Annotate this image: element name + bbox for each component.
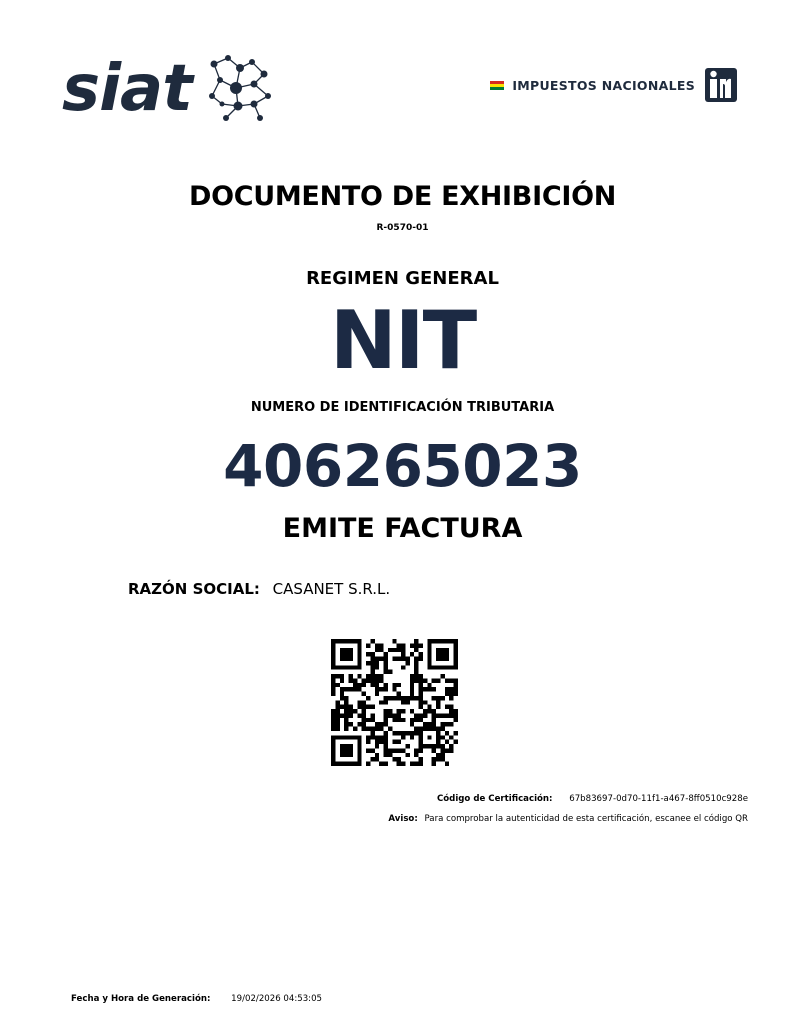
regimen-label: REGIMEN GENERAL	[306, 268, 499, 289]
generation-date-value: 19/02/2026 04:53:05	[231, 994, 323, 1004]
document-code: R-0570-01	[376, 223, 429, 233]
aviso-row	[388, 814, 748, 824]
certification-code-label: Código de Certificación:	[436, 794, 553, 804]
generation-date-row	[71, 994, 322, 1004]
qr-code-icon[interactable]	[331, 639, 458, 766]
nit-full-label: NUMERO DE IDENTIFICACIÓN TRIBUTARIA	[250, 400, 555, 415]
institution-block	[490, 68, 737, 102]
nit-heading: NIT	[329, 294, 476, 387]
institution-name: IMPUESTOS NACIONALES	[512, 77, 695, 93]
status-label: EMITE FACTURA	[282, 513, 523, 544]
impuestos-nacionales-logo-icon	[705, 68, 737, 102]
generation-date-label: Fecha y Hora de Generación:	[71, 994, 211, 1004]
aviso-text: Para comprobar la autenticidad de esta certificación, escanee el código QR	[424, 814, 748, 824]
razon-social-label: RAZÓN SOCIAL:	[128, 580, 260, 598]
razon-social-value: CASANET S.R.L.	[272, 580, 391, 598]
certification-code-value: 67b83697-0d70-11f1-a467-8ff0510c928e	[569, 794, 748, 804]
siat-logo	[62, 44, 282, 134]
certification-row	[437, 794, 748, 804]
network-icon	[202, 44, 282, 134]
siat-logo-text: siat	[62, 52, 192, 126]
razon-social-row	[128, 580, 390, 598]
document-title: DOCUMENTO DE EXHIBICIÓN	[188, 181, 617, 212]
aviso-label: Aviso:	[388, 814, 418, 824]
nit-number: 406265023	[223, 432, 582, 500]
bolivia-flag-icon	[490, 81, 504, 90]
